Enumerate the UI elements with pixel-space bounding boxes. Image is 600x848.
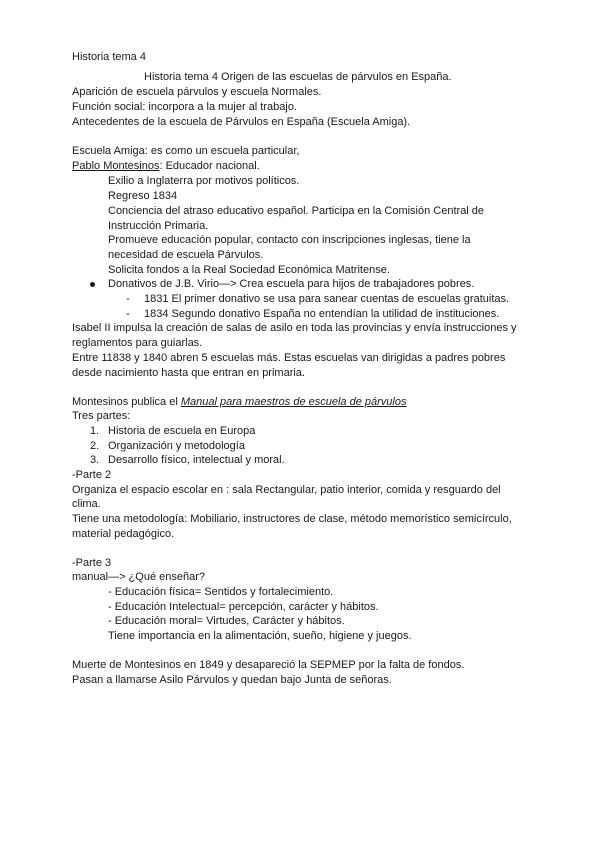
isabel-line: Isabel II impulsa la creación de salas de asilo en toda las provincias y envía instrucciones y	[72, 322, 517, 334]
intro-line: Función social: incorpora a la mujer al trabajo.	[72, 101, 298, 113]
montesinos-line: Regreso 1834	[108, 190, 178, 202]
montesinos-line: Instrucción Primaria.	[108, 220, 209, 232]
escuela-amiga-line: Escuela Amiga: es como un escuela particular,	[72, 145, 300, 157]
list-item: Desarrollo físico, intelectual y moral.	[108, 454, 285, 466]
donativos-line: Donativos de J.B. Virio—> Crea escuela para hijos de trabajadores pobres.	[108, 278, 475, 290]
manual-prefix: Montesinos publica el	[72, 396, 181, 408]
intro-line: Antecedentes de la escuela de Párvulos en España (Escuela Amiga).	[72, 116, 411, 128]
donativo-item: 1831 El primer donativo se usa para sanear cuentas de escuelas gratuitas.	[144, 293, 510, 305]
parte3-item: Tiene importancia en la alimentación, sueño, higiene y juegos.	[108, 630, 412, 642]
manual-line	[72, 395, 406, 409]
parte3-item: - Educación física= Sentidos y fortalecimiento.	[108, 586, 334, 598]
list-item: Historia de escuela en Europa	[108, 425, 256, 437]
entre-line: Entre 11838 y 1840 abren 5 escuelas más. Estas escuelas van dirigidas a padres pobres	[72, 352, 506, 364]
montesinos-line: Conciencia del atraso educativo español. Participa en la Comisión Central de	[108, 205, 485, 217]
parte2-line: Organiza el espacio escolar en : sala Rectangular, patio interior, comida y resguardo del	[72, 484, 501, 496]
parte3-question: manual—> ¿Qué enseñar?	[72, 571, 205, 583]
isabel-line: reglamentos para guiarlas.	[72, 337, 203, 349]
montesinos-line: necesidad de escuela Párvulos.	[108, 249, 264, 261]
dash-icon: -	[126, 293, 130, 305]
manual-title: Manual para maestros de escuela de párvulos	[180, 396, 407, 408]
list-item: Organización y metodología	[108, 440, 245, 452]
parte3-heading: -Parte 3	[72, 557, 112, 569]
intro-line: Aparición de escuela párvulos y escuela Normales.	[72, 86, 322, 98]
montesinos-line: Promueve educación popular, contacto con inscripciones inglesas, tiene la	[108, 234, 471, 246]
entre-line: desde nacimiento hasta que entran en primaria.	[72, 367, 305, 379]
list-number: 3.	[90, 454, 100, 466]
montesinos-name: Pablo Montesinos	[72, 160, 160, 172]
montesinos-heading	[72, 159, 260, 173]
montesinos-line: Exilio a Inglaterra por motivos políticos.	[108, 175, 300, 187]
tres-partes-line: Tres partes:	[72, 410, 131, 422]
dash-icon: -	[126, 308, 130, 320]
donativo-item: 1834 Segundo donativo España no entendían la utilidad de instituciones.	[144, 308, 500, 320]
parte3-item: - Educación Intelectual= percepción, carácter y hábitos.	[108, 601, 379, 613]
list-number: 1.	[90, 425, 100, 437]
doc-header: Historia tema 4	[72, 51, 146, 63]
parte2-line: Tiene una metodología: Mobiliario, instructores de clase, método memorístico semicírculo,	[72, 513, 512, 525]
parte2-line: material pedagógico.	[72, 528, 175, 540]
montesinos-line: Solicita fondos a la Real Sociedad Económica Matritense.	[108, 264, 390, 276]
closing-line: Muerte de Montesinos en 1849 y desapareció la SEPMEP por la falta de fondos.	[72, 659, 465, 671]
parte2-heading: -Parte 2	[72, 469, 112, 481]
closing-line: Pasan a llamarse Asilo Párvulos y quedan bajo Junta de señoras.	[72, 674, 392, 686]
parte2-line: clima.	[72, 498, 101, 510]
parte3-item: - Educación moral= Virtudes, Carácter y hábitos.	[108, 615, 345, 627]
montesinos-role: : Educador nacional.	[159, 160, 260, 172]
bullet-dot-icon	[90, 282, 95, 287]
list-number: 2.	[90, 440, 100, 452]
doc-title: Historia tema 4 Origen de las escuelas de párvulos en España.	[144, 71, 452, 83]
